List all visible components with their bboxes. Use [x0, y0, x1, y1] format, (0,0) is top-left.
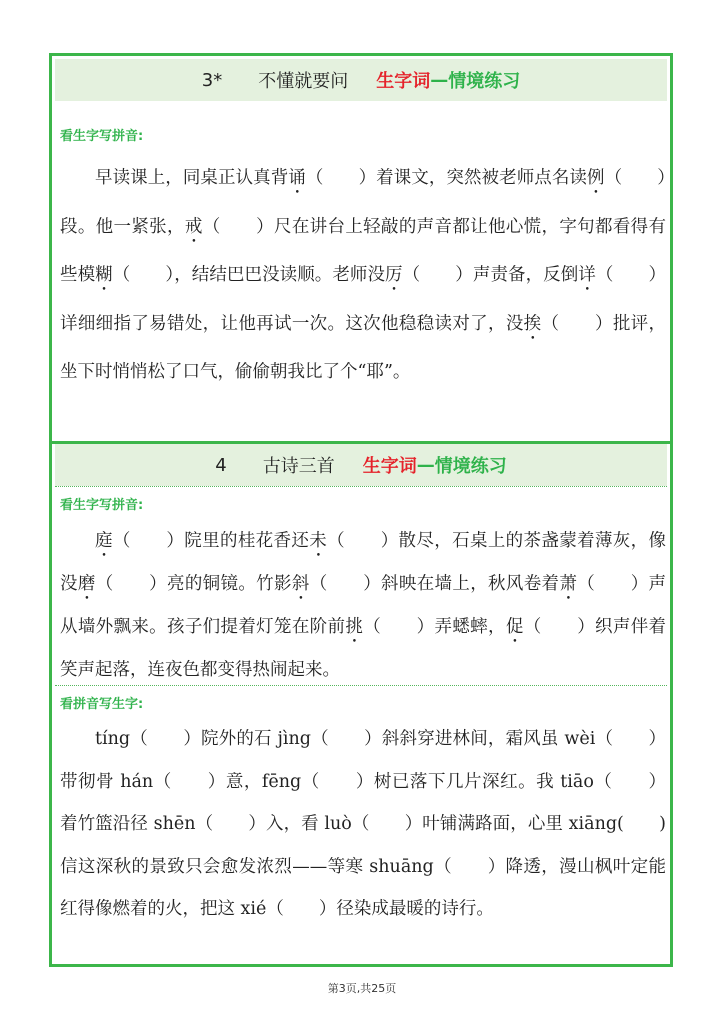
page-footer: 第3页,共25页	[327, 982, 397, 995]
target-char: 诵	[288, 168, 306, 188]
lesson-title: 古诗三首	[262, 456, 335, 477]
target-char: 挨	[523, 313, 542, 334]
tag-practice: 情境练习	[434, 456, 507, 477]
section-label: 看拼音写生字:	[60, 697, 144, 712]
text-run: （ ）着课文，突然被老师点名读	[305, 168, 587, 188]
target-char: 例	[586, 168, 605, 188]
dotted-rule	[55, 685, 667, 686]
lesson-number: 4	[215, 454, 227, 476]
section-label: 看生字写拼音:	[60, 129, 144, 144]
target-char: 未	[309, 531, 328, 551]
target-char: 详	[578, 265, 596, 285]
target-char: 挑	[345, 617, 364, 637]
text-run: （ ）散尽，石桌上的茶盏蒙着薄灰，像没	[60, 531, 667, 594]
target-char: 厉	[385, 265, 403, 285]
tag-vocab: 生字词	[362, 456, 417, 477]
text-run: （ ）声从墙外飘来。孩子们提着灯笼在阶前	[60, 574, 667, 637]
text-run: （ ）斜映在墙上，秋风卷着	[309, 574, 560, 594]
exercise-paragraph	[60, 520, 666, 692]
text-run: 早读课上，同桌正认真背	[95, 168, 289, 188]
target-char: 戒	[184, 216, 203, 237]
text-run: （ ）亮的铜镜。竹影	[95, 574, 292, 594]
lesson-number: 3*	[201, 69, 223, 91]
text-run: （ ），结结巴巴没读顺。老师没	[112, 265, 386, 285]
text-run: （ ）院里的桂花香还	[112, 531, 310, 551]
lesson-3-header	[55, 59, 667, 101]
section-label: 看生字写拼音:	[60, 498, 144, 513]
text-run: （ ）弄蟋蟀，	[363, 617, 506, 637]
target-char: 萧	[559, 574, 578, 594]
tag-dash: —	[430, 69, 449, 91]
exercise-paragraph	[60, 154, 666, 397]
text-run: （ ）批评，坐下时悄悄松了口气，偷偷朝我比了个“耶”。	[60, 313, 667, 382]
exercise-paragraph: tíng（ ）院外的石 jìng（ ）斜斜穿进林间，霜风虽 wèi（ ）带彻骨 hán（ ）意，fēng（ ）树已落下几片深红。我 tiāo（ ）着竹篮沿径 shēn（ ）入，看 luò（ ）叶铺满路面，心里 xiāng( )信这深秋的景致只会愈发浓烈——等寒 shuāng（ ）降透，漫山枫叶定能红得像燃着的火，把这 xié（ ）径染成最暖的诗行。	[60, 729, 666, 919]
target-char: 庭	[95, 531, 113, 551]
text-run: （ ）详细细指了易错处，让他再试一次。这次他稳稳读对了，没	[60, 265, 667, 334]
dotted-rule	[55, 486, 667, 487]
target-char: 磨	[77, 574, 96, 594]
lesson-4-header	[55, 444, 667, 486]
text-run: （ ）织声伴着笑声起落，连夜色都变得热闹起来。	[60, 617, 667, 680]
text-run: （ ）段。他一紧张，	[60, 168, 667, 237]
tag-practice: 情境练习	[448, 71, 521, 92]
target-char: 斜	[291, 574, 310, 594]
worksheet-frame	[49, 53, 673, 967]
text-run: （ ）声责备，反倒	[402, 265, 579, 285]
text-run: （ ）尺在讲台上轻敲的声音都让他心慌，字句都看得有些模	[60, 216, 667, 285]
target-char: 促	[505, 617, 524, 637]
target-char: 糊	[95, 265, 113, 285]
tag-dash: —	[416, 454, 435, 476]
tag-vocab: 生字词	[376, 71, 431, 92]
lesson-title: 不懂就要问	[258, 71, 349, 92]
